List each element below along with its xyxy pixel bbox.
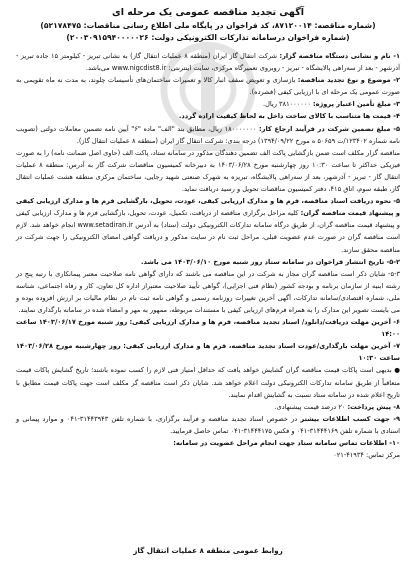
item-3 bbox=[16, 98, 400, 110]
item-text: ۳۸۱۰۰۰۰۰۰ ریال. bbox=[262, 100, 311, 109]
item-label: ۸- پیش پرداخت: bbox=[347, 402, 400, 411]
item-text: مرکز تماس: ۴۱۹۳۴-۰۲۱ bbox=[333, 451, 400, 460]
item-text: بازسازی و تعویض سقف انبار کالا و تعمیرات ساختمان‌های تأسیسات چلوند، به مدت نه ماه تقویمی به صورت عمومی یک مرحله ای با ارزیابی کیفی (فشرده). bbox=[16, 76, 400, 97]
item-label: ۷- آخرین مهلت بارگذاری/عودت اسناد تجدید مناقصه، فرم ها و مدارک ارزیابی کیفی: bbox=[123, 342, 401, 351]
item-4 bbox=[16, 110, 400, 122]
item-label: ۳- مبلغ تأمین اعتبار پروژه: bbox=[312, 100, 400, 109]
notice-title: آگهی تجدید مناقصه عمومی یک مرحله ای bbox=[112, 7, 304, 18]
tender-notice bbox=[16, 6, 400, 461]
item-text: روز شنبه مورخ ۱۴۰۳/۰۶/۱۷ ساعت ۱۴:۰۰ bbox=[16, 318, 400, 339]
item-label: ۱۰- اطلاعات تماس سامانه ستاد جهت انجام مراحل عضویت در سامانه: bbox=[173, 439, 400, 447]
item-10-contact bbox=[16, 449, 400, 461]
tender-number-line: (شماره مناقصه: ۸۷۱۲۰۰۱۴، کد فراخوان در پایگاه ملی اطلاع رسانی مناقصات: ۵۲۱۷۸۴۷۵) bbox=[40, 21, 376, 30]
item-label: ۵- مبلغ تضمین شرکت در فرآیند ارجاع کار: bbox=[259, 124, 400, 133]
item-text: ۱۸۰۰۰۰۰۰۰ ریال، مطابق بند "الف" ماده "۶" آیین نامه تضمین معاملات دولتی (تصویب نامه شماره ۱۲۳۴۰۲/ت ۵۰۶۵۹ ه مورخ ۱۳۹۴/۰۹/۲۲) درجه بندی: شرکت انتقال گاز ایران (منطقه ۸ عملیات انتقال گاز). bbox=[16, 124, 400, 145]
call-number-line: (شماره فراخوان درسامانه تدارکات الکترونیکی دولت: ۲۰۰۳۰۹۱۵۹۴۰۰۰۰۰۲۶) bbox=[66, 33, 350, 42]
item-10 bbox=[16, 437, 400, 449]
item-label: ۱- نام و نشانی دستگاه مناقصه گزار: bbox=[279, 52, 400, 60]
item-5 bbox=[16, 123, 400, 147]
item-7-note bbox=[16, 364, 400, 400]
item-2 bbox=[16, 74, 400, 98]
item-label: ۹- جهت کسب اطلاعات بیشتر bbox=[300, 414, 400, 423]
item-text: ۵-۳- شایان ذکر است مناقصه گران مجاز به شرکت در این مناقصه می باشند که دارای گواهی نامه صلاحیت معتبر پیمانکاری با رتبه پنج در رشته ابنیه از سازمان برنامه و بودجه کشور (نظام فنی اجرایی)، گواهی تأیید صلاحیت معتبراز اداره کل تعاون، کار و رفاه اجتماعی، شناسه ملی، شماره اقتصادی/سامانه تدارکات، آگهی آخرین تغییرات روزنامه رسمی و گواهی نامه ثبت نام در نظام مالیات بر ارزش افزوده بوده و می بایست تصویر این مدارک را به همراه فرم‌های ارزیابی کیفی با مستندات مربوطه، ممهور به مهر و امضاء شده در سامانه بارگذاری نمایند. bbox=[16, 269, 400, 314]
item-label: ۵- نحوه دریافت اسناد مناقصه، فرم ها و مدارک ارزیابی کیفی، عودت، تحویل، بارگشایی فرم ها و مدارک ارزیابی کیفی و پیشنهاد قیمت مناقصه گران: bbox=[16, 197, 400, 218]
item-label: ۴- قیمت ها متناسب با کالای ساخت داخل به لحاظ کیفیت اراده گردد. bbox=[178, 112, 400, 121]
item-label: ۲- موضوع و نوع تجدید مناقصه: bbox=[297, 76, 400, 85]
item-text: در خصوص اسناد تجدید مناقصه و فرآیند برگزاری، با شماره تلفن ۳۱۴۴۳۹۴۳-۰۴۱ و موارد پیمانی و اسنادی با شماره تلفن ۳۱۴۴۴۱۶۹-۰۴۱ و فکس ۳۱۴۴۴۱۷۵-۰۴۱ تماس حاصل فرمایید. bbox=[16, 414, 400, 435]
item-text: روز چهارشنبه مورخ ۱۴۰۳/۰۶/۲۸ ساعت ۱۰:۳۰ bbox=[16, 342, 400, 363]
item-1 bbox=[16, 50, 400, 74]
item-text: کلیه مراحل برگزاری مناقصه از دریافت، تکمیل، عودت، تحویل، بازگشایی فرم ها و مدارک ارزیابی کیفی و پیشنهاد قیمت مناقصه گران، از طریق درگاه سامانه تدارکات الکترونیکی دولت (ستاد) به آدرس www.setadiran.ir انجام خواهد شد. لازم است مناقصه گران در صورت عدم عضویت قبلی، مراحل ثبت نام در سایت مذکور و دریافت گواهی امضای الکترونیکی را جهت شرکت در مناقصه محقق سازند. bbox=[16, 209, 400, 254]
item-8 bbox=[16, 401, 400, 413]
item-7 bbox=[16, 340, 400, 364]
item-text: مناقصه گزار مکلف است ضمن بازگشایی پاکت الف تضمین دهندگان مذکور در سامانه ستاد، پاکت الف (حاوی اصل ضمانت نامه) را به صورت فیزیکی حداکثر تا ساعت ۱۰:۳۰ روز چهارشنبه مورخ ۱۴۰۳/۰۶/۲۸ به دبیرخانه کمیسیون مناقصات شرکت گاز به آدرس: منطقه ۸ عملیات انتقال گاز - تبریز - آذرشهر، بعد از سه‌راهی پالایشگاه، تبریزه به شهرک صنعتی شهید رجایی، ساختمان مرکزی منطقه هشت عملیات انتقال گاز، طبقه سوم، اتاق ۴۱۵، دفتر کمیسیون مناقصات تحویل و رسید دریافت نماید. bbox=[16, 148, 400, 194]
item-9 bbox=[16, 413, 400, 437]
item-label: ۶- آخرین مهلت دریافت/دانلود/ اسناد تجدید مناقصه، فرم ها و مدارک ارزیابی کیفی: bbox=[129, 318, 400, 327]
item-5-note bbox=[16, 147, 400, 195]
item-6 bbox=[16, 316, 400, 340]
public-relations-signature: روابط عمومی منطقه ۸ عملیات انتقال گاز bbox=[133, 546, 283, 555]
item-5-3 bbox=[16, 268, 400, 316]
item-5-1 bbox=[16, 195, 400, 255]
item-text: ۲۰ درصد قیمت پیشنهادی. bbox=[274, 402, 346, 411]
item-5-2 bbox=[16, 256, 400, 268]
notice-body bbox=[16, 50, 400, 461]
item-label: ۵-۲- تاریخ انتشار فراخوان در سامانه ستاد روز شنبه مورخ ۱۴۰۳/۰۶/۱۰ می باشد. bbox=[141, 257, 400, 266]
item-text: ● بدیهی است پاکات قیمت مناقصه گران گشایش خواهد یافت که حداقل امتیاز فنی لازم را کسب نموده باشند؛ تاریخ گشایش پاکات قیمت متعاقباً از طریق سامانه تدارکات الکترونیکی دولت اعلام خواهد شد. شایان ذکر است مناقصه گر مکلف است جهت پاکات قیمت مطابق با تاریخ اعلام شده در سامانه ستاد نسبت به گشایش اقدام نمایند. bbox=[16, 366, 400, 399]
item-text: شرکت انتقال گاز ایران (منطقه ۸ عملیات انتقال گاز) به نشانی تبریز - کیلومتر ۱۵ جاده تبریز - آذرشهر - بعد از سه‌راهی پالایشگاه - تبریز - روبروی تعمیرگاه مرکزی، سایت اینترنتی: www.nigcdist8.ir می‌باشد. bbox=[16, 52, 400, 73]
